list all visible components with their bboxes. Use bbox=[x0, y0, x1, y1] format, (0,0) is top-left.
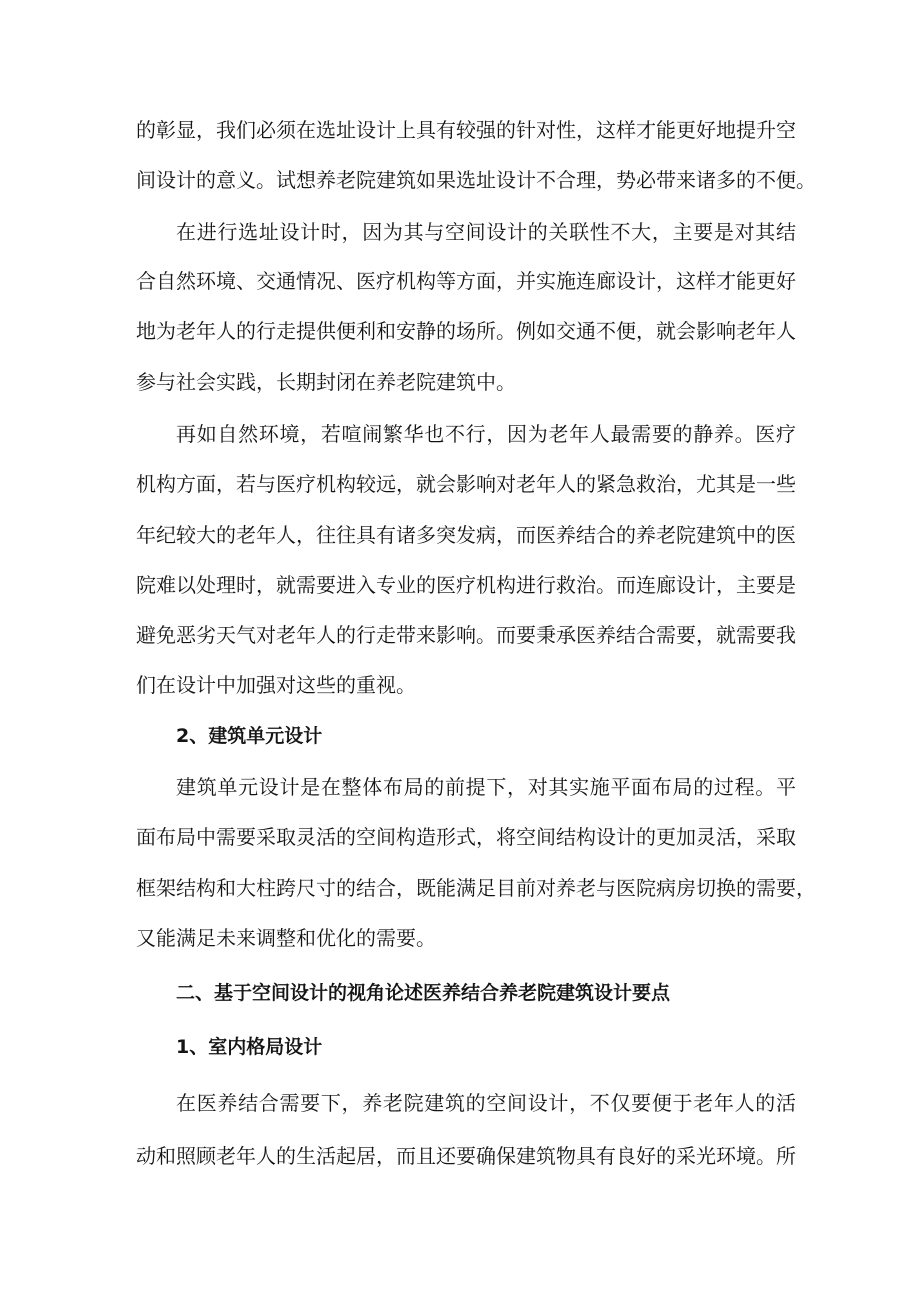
paragraph-5-line-2: 动和照顾老年人的生活起居，而且还要确保建筑物具有良好的采光环境。所 bbox=[136, 1144, 796, 1168]
paragraph-1-line-2: 间设计的意义。试想养老院建筑如果选址设计不合理，势必带来诸多的不便。 bbox=[136, 168, 816, 192]
paragraph-2-line-2: 合自然环境、交通情况、医疗机构等方面，并实施连廊设计，这样才能更好 bbox=[136, 269, 796, 293]
paragraph-3-line-6: 们在设计中加强对这些的重视。 bbox=[136, 673, 416, 697]
paragraph-4-line-1: 建筑单元设计是在整体布局的前提下，对其实施平面布局的过程。平 bbox=[176, 775, 796, 799]
paragraph-4-line-4: 又能满足未来调整和优化的需要。 bbox=[136, 926, 436, 950]
paragraph-1-line-1: 的彰显，我们必须在选址设计上具有较强的针对性，这样才能更好地提升空 bbox=[136, 118, 796, 142]
paragraph-4-line-2: 面布局中需要采取灵活的空间构造形式，将空间结构设计的更加灵活，采取 bbox=[136, 825, 796, 849]
paragraph-3-line-3: 年纪较大的老年人，往往具有诸多突发病，而医养结合的养老院建筑中的医 bbox=[136, 523, 796, 547]
paragraph-5-line-1: 在医养结合需要下，养老院建筑的空间设计，不仅要便于老年人的活 bbox=[176, 1091, 796, 1115]
paragraph-2-line-4: 参与社会实践，长期封闭在养老院建筑中。 bbox=[136, 370, 516, 394]
paragraph-3-line-4: 院难以处理时，就需要进入专业的医疗机构进行救治。而连廊设计，主要是 bbox=[136, 573, 796, 597]
section-heading-building-unit-design: 2、建筑单元设计 bbox=[176, 725, 323, 747]
paragraph-4-line-3: 框架结构和大柱跨尺寸的结合，既能满足目前对养老与医院病房切换的需要， bbox=[136, 876, 816, 900]
paragraph-3-line-5: 避免恶劣天气对老年人的行走带来影响。而要秉承医养结合需要，就需要我 bbox=[136, 623, 796, 647]
paragraph-3-line-2: 机构方面，若与医疗机构较远，就会影响对老年人的紧急救治，尤其是一些 bbox=[136, 472, 796, 496]
section-heading-interior-layout-design: 1、室内格局设计 bbox=[176, 1036, 323, 1058]
paragraph-3-line-1: 再如自然环境，若喧闹繁华也不行，因为老年人最需要的静养。医疗 bbox=[176, 422, 796, 446]
chapter-heading-design-points: 二、基于空间设计的视角论述医养结合养老院建筑设计要点 bbox=[176, 982, 671, 1004]
paragraph-2-line-1: 在进行选址设计时，因为其与空间设计的关联性不大，主要是对其结 bbox=[176, 220, 796, 244]
paragraph-2-line-3: 地为老年人的行走提供便利和安静的场所。例如交通不便，就会影响老年人 bbox=[136, 319, 796, 343]
